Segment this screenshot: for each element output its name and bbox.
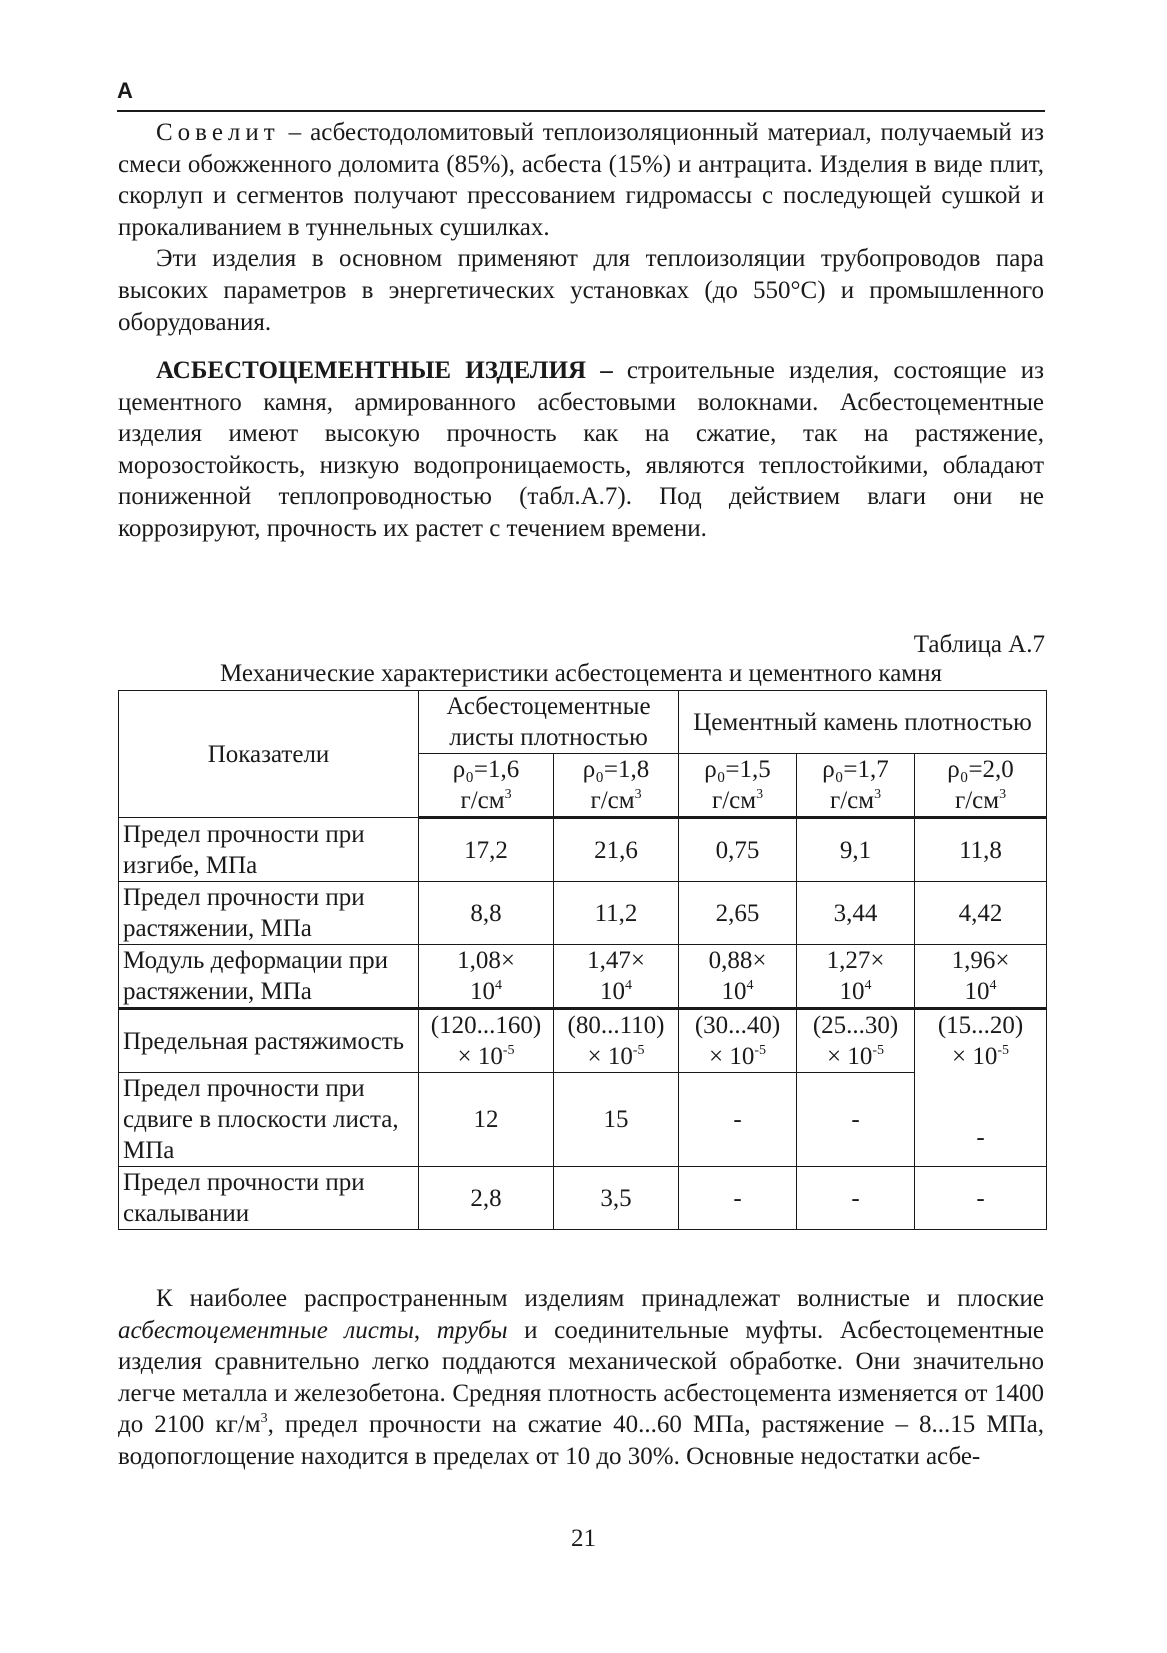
header-group-cement-stone: Цементный камень плотностью [679,691,1047,754]
value-cell: 2,8 [419,1167,554,1230]
value-cell: (30...40) × $10^{-5}$ [679,1009,797,1073]
table-row [119,1167,1047,1230]
table-header-row [119,691,1047,754]
value-cell: 0,75 [679,818,797,882]
term-sheets: асбестоцементные листы [118,1316,414,1344]
paragraph-usage: Эти изделия в основном применяют для теплоизоляции трубопроводов пара высоких параметров в энергетических установках (до 550°С) и промышленного оборудования. [118,245,1044,336]
value-cell: 3,5 [554,1167,679,1230]
table-label: Таблица А.7 [913,631,1045,658]
value-cell: 11,8 [915,818,1047,882]
value-cell: 9,1 [797,818,915,882]
row-name: Предел прочности при изгибе, МПа [119,818,419,882]
value-cell: 17,2 [419,818,554,882]
header-group-sheets: Асбестоцементные листы плотностью [419,691,679,754]
value-cell: 3,44 [797,882,915,945]
density-cell: ρ₀=1,6 $г/см^3$ [419,754,554,818]
density-cell: ρ₀=1,7 $г/см^3$ [797,754,915,818]
value-cell: 1,08× $10^4$ [419,945,554,1009]
section-asbestos-cement [118,355,1044,545]
table-row [119,1009,1047,1073]
value-cell: 15 [554,1073,679,1167]
value-cell: 4,42 [915,882,1047,945]
paragraph-sovelit [118,117,1044,243]
term-sovelit: Совелит [156,119,280,146]
value-cell: 21,6 [554,818,679,882]
value-cell: - [797,1073,915,1167]
term-pipes: трубы [436,1316,508,1344]
table-row [119,1073,1047,1167]
table-row [119,818,1047,882]
row-name: Предельная растяжимость [119,1009,419,1073]
value-cell-merged: (15...20) × $10^{-5}$ - [915,1009,1047,1167]
value-cell: - [915,1167,1047,1230]
density-cell: ρ₀=2,0 $г/см^3$ [915,754,1047,818]
row-name: Предел прочности при скалывании [119,1167,419,1230]
value-cell: - [797,1167,915,1230]
value-cell: 8,8 [419,882,554,945]
value-cell: 1,27× $10^4$ [797,945,915,1009]
value-cell: - [679,1073,797,1167]
value-cell: 1,96× $10^4$ [915,945,1047,1009]
row-name: Предел прочности при растяжении, МПа [119,882,419,945]
header-rule [117,110,1045,112]
density-cell: ρ₀=1,8 $г/см^3$ [554,754,679,818]
value-cell: 11,2 [554,882,679,945]
value-cell: (80...110) × $10^{-5}$ [554,1009,679,1073]
row-name: Предел прочности при сдвиге в плоскости листа, МПа [119,1073,419,1167]
table-caption: Механические характеристики асбестоцемента и цементного камня [220,660,942,687]
running-header-letter: А [117,78,133,103]
header-indicators: Показатели [119,691,419,818]
intro-text [118,117,1044,338]
page-number: 21 [571,1525,596,1552]
value-cell: 0,88× $10^4$ [679,945,797,1009]
properties-table [118,690,1047,1230]
term-asbestos-cement: АСБЕСТОЦЕМЕНТНЫЕ ИЗДЕЛИЯ – [156,357,613,384]
value-cell: (25...30) × $10^{-5}$ [797,1009,915,1073]
paragraph-sovelit-text: – асбестодоломитовый теплоизоляционный материал, получаемый из смеси обожженного доломита (85%), асбеста (15%) и антрацита. Изделия в виде плит, скорлуп и сегментов получают прессованием гидромассы с последующей сушкой и прокаливанием в туннельных сушилках. [118,119,1044,241]
row-name: Модуль деформации при растяжении, МПа [119,945,419,1009]
value-cell: 12 [419,1073,554,1167]
paragraph-asbestos-cement [118,355,1044,545]
value-cell: 2,65 [679,882,797,945]
closing-text [118,1283,1044,1473]
table-row [119,882,1047,945]
paragraph-products: К наиболее распространенным изделиям принадлежат волнистые и плоские асбестоцементные листы, трубы и соединительные муфты. Асбестоцементные изделия сравнительно легко поддаются механической обработке. Они значительно легче металла и железобетона. Средняя плотность асбестоцемента изменяется от 1400 до 2100 $кг/м^3$, предел прочности на сжатие 40...60 МПа, растяжение – 8...15 МПа, водопоглощение находится в пределах от 10 до 30%. Основные недостатки асбе- [118,1285,1045,1470]
value-cell: (120...160) × $10^{-5}$ [419,1009,554,1073]
paragraph-asbestos-cement-text: строительные изделия, состоящие из цементного камня, армированного асбестовыми волокнами. Асбестоцементные изделия имеют высокую прочность как на сжатие, так на растяжение, морозостойкость, низкую водопроницаемость, являются теплостойкими, обладают пониженной теплопроводностью (табл.А.7). Под действием влаги они не коррозируют, прочность их растет с течением времени. [118,357,1044,542]
density-cell: ρ₀=1,5 $г/см^3$ [679,754,797,818]
table-row [119,945,1047,1009]
value-cell: 1,47× $10^4$ [554,945,679,1009]
value-cell: - [679,1167,797,1230]
